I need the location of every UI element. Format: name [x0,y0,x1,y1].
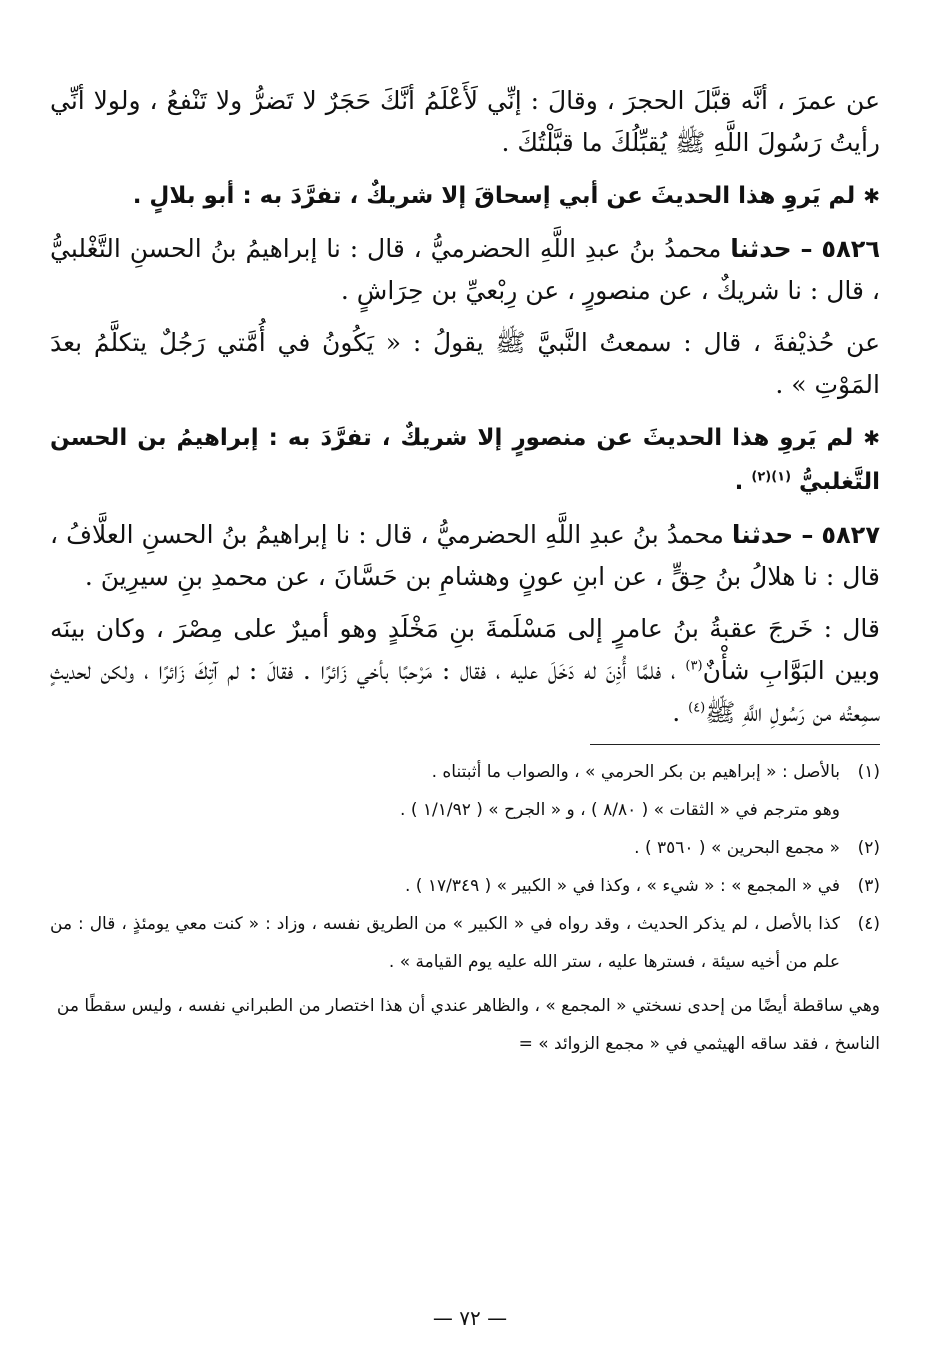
note-text: لم يَروِ هذا الحديثَ عن منصورٍ إلا شريكٌ ، تفرَّدَ به : إبراهيمُ بن الحسن التَّغلبيُّ [50,425,880,495]
footnote-1-continued [50,791,880,829]
paragraph-hudhayfa [50,322,880,406]
hadith-number: ٥٨٢٧ [821,521,880,549]
paragraph-text: عن حُذيْفةَ ، قال : سمعتُ النَّبيَّ ﷺ يقولُ : « يَكُونُ في أُمَّتي رَجُلٌ يتكلَّمُ بعدَ المَوْتِ » . [50,328,880,399]
star-icon: ✱ [863,184,880,208]
footnote-mark: (٢) [857,838,880,858]
isnad-text: محمدُ بنُ عبدِ اللَّهِ الحضرميُّ ، قال : نا إبراهيمُ بنُ الحسنِ التَّغْلبيُّ ، قال : نا شريكٌ ، عن منصورٍ ، عن رِبْعيِّ بن حِرَاشٍ . [50,234,880,305]
paragraph-text: عن عمرَ ، أنَّه قبَّلَ الحجرَ ، وقالَ : إنِّي لَأَعْلَمُ أنَّكَ حَجَرٌ لا تَضرُّ ولا تَنْفعُ ، ولولا أنِّي رأيتُ رَسُولَ اللَّهِ ﷺ يُقبِّلُكَ ما قبَّلْتُكَ . [50,86,880,157]
hadith-5826 [50,228,880,312]
note-text: لم يَروِ هذا الحديثَ عن أبي إسحاقَ إلا شريكٌ ، تفرَّدَ به : أبو بلالٍ . [132,183,856,209]
hadith-number: ٥٨٢٦ [821,235,881,263]
paragraph-uqba [50,608,880,734]
footnote-4 [50,905,880,981]
dash: – [800,235,813,263]
footnote-text: في « المجمع » : « شيء » ، وكذا في « الكبير » ( ١٧/٣٤٩ ) . [404,876,840,896]
footnote-divider [590,744,880,745]
footnote-mark: (٤) [857,914,880,934]
isnad-text: محمدُ بنُ عبدِ اللَّهِ الحضرميُّ ، قال : نا إبراهيمُ بنُ الحسنِ العلَّافُ ، قال : نا هلالُ بنُ حِقٍّ ، عن ابنِ عونٍ وهشامِ بن حَسَّانَ ، عن محمدِ بنِ سيرِينَ . [50,520,880,591]
footnote-ref-1-2[interactable]: (١)(٢) [751,469,792,485]
footnotes [50,753,880,1063]
page-number: — ٧٢ — [432,1306,508,1330]
tafarrud-note-1 [50,174,880,218]
footnote-text: كذا بالأصل ، لم يذكر الحديث ، وقد رواه في « الكبير » من الطريق نفسه ، وزاد : « كنت معي يومئذٍ ، قال : من علم من أخيه سيئة ، فسترها عليه ، ستر الله عليه يوم القيامة » . [50,914,840,972]
footnote-2 [50,829,880,867]
period: . [672,698,681,727]
footnote-text: وهي ساقطة أيضًا من إحدى نسختي « المجمع » ، والظاهر عندي أن هذا اختصار من الطبراني نفسه ، وليس سقطًا من الناسخ ، فقد ساقه الهيثمي في « مجمع الزوائد » = [56,996,880,1054]
footnote-1 [50,753,880,791]
footnote-text: وهو مترجم في « الثقات » ( ٨/٨٠ ) ، و « الجرح » ( ١/١/٩٢ ) . [400,800,840,820]
footnote-mark: (٣) [857,876,880,896]
footnote-text: « مجمع البحرين » ( ٣٥٦٠ ) . [634,838,840,858]
dash: – [801,521,814,549]
footnote-text: بالأصل : « إبراهيم بن بكر الحرمي » ، والصواب ما أثبتناه . [431,762,840,782]
footnote-ref-3[interactable]: (٣) [685,658,703,674]
tafarrud-note-2 [50,416,880,504]
paragraph-text-a: قال : خَرجَ عقبةُ بنُ عامرٍ إلى مَسْلَمةَ بنِ مَخْلَدٍ وهو أميرٌ على مِصْرَ ، وكان بينَه وبين البَوَّابِ شأْنٌ [50,614,880,685]
paragraph-umar-hajar [50,80,880,164]
footnote-3 [50,867,880,905]
star-icon: ✱ [863,426,880,450]
paragraph-text-b: ، فلمَّا أُذِنَ له دَخَلَ عليه ، فقال : مَرْحبًا بأخي زَائرًا . فقالَ : لم آتِكَ زَائرًا ، ولكن لحديثٍ سمِعتُه من رَسُولِ اللَّهِ ﷺ [50,656,880,727]
period: . [734,469,744,495]
haddathana-label: حدثنا [730,234,792,263]
haddathana-label: حدثنا [731,520,794,549]
footnote-ref-4[interactable]: (٤) [688,700,706,716]
footnote-4-continued [50,987,880,1063]
footnote-mark: (١) [857,762,880,782]
document-page [50,80,880,1063]
hadith-5827 [50,514,880,598]
